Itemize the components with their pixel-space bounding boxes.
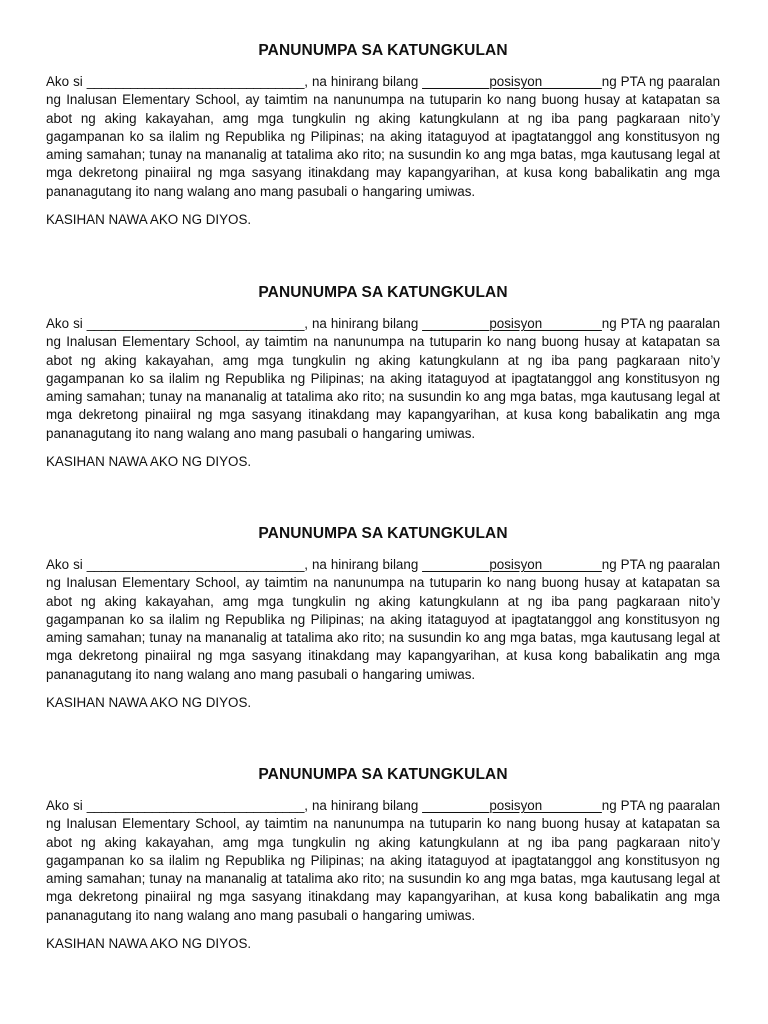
oath-body [46,73,720,201]
oath-intro: Ako si [46,316,83,331]
oath-body [46,556,720,684]
oath-block-2 [46,282,720,471]
oath-title: PANUNUMPA SA KATUNGKULAN [258,284,508,301]
oath-block-4 [46,764,720,953]
oath-title: PANUNUMPA SA KATUNGKULAN [258,525,508,542]
oath-body [46,797,720,925]
oath-closing: KASIHAN NAWA AKO NG DIYOS. [46,212,252,228]
name-blank: ______________________________ [86,316,305,331]
oath-body-text: ng PTA ng paaralan ng Inalusan Elementary School, ay taimtim na nanunumpa na tutuparin ko nang buong husay at katapatan sa abot ng aking kakayahan, amg mga tungkulin ng aking katungkulann at ng iba pang pagkaraan nito’y gagampanan ko sa ilalim ng Republika ng Pilipinas; na aking itataguyod at ipagtatanggol ang konstitusyon ng aming samahan; tunay na mananalig at tatalima ako rito; na susundin ko ang mga batas, mga kautusang legal at mga dekretong pinaiiral ng mga sasyang itinakdang may kapangyarihan, at kusa kong babalikatin ang mga pananagutang ito nang walang ano mang pasubali o hangaring umiwas. [46,798,721,923]
position-blank: _________posisyon________ [422,557,602,572]
oath-mid-text: , na hinirang bilang [304,798,419,813]
name-blank: ______________________________ [86,798,305,813]
oath-intro: Ako si [46,798,83,813]
oath-title: PANUNUMPA SA KATUNGKULAN [258,766,508,783]
oath-body [46,315,720,443]
name-blank: ______________________________ [86,74,305,89]
oath-body-text: ng PTA ng paaralan ng Inalusan Elementary School, ay taimtim na nanunumpa na tutuparin ko nang buong husay at katapatan sa abot ng aking kakayahan, amg mga tungkulin ng aking katungkulann at ng iba pang pagkaraan nito’y gagampanan ko sa ilalim ng Republika ng Pilipinas; na aking itataguyod at ipagtatanggol ang konstitusyon ng aming samahan; tunay na mananalig at tatalima ako rito; na susundin ko ang mga batas, mga kautusang legal at mga dekretong pinaiiral ng mga sasyang itinakdang may kapangyarihan, at kusa kong babalikatin ang mga pananagutang ito nang walang ano mang pasubali o hangaring umiwas. [46,316,721,441]
oath-block-3 [46,523,720,712]
position-blank: _________posisyon________ [422,798,602,813]
oath-title: PANUNUMPA SA KATUNGKULAN [258,42,508,59]
oath-mid-text: , na hinirang bilang [304,74,419,89]
oath-intro: Ako si [46,557,83,572]
position-blank: _________posisyon________ [422,316,602,331]
oath-body-text: ng PTA ng paaralan ng Inalusan Elementary School, ay taimtim na nanunumpa na tutuparin ko nang buong husay at katapatan sa abot ng aking kakayahan, amg mga tungkulin ng aking katungkulann at ng iba pang pagkaraan nito’y gagampanan ko sa ilalim ng Republika ng Pilipinas; na aking itataguyod at ipagtatanggol ang konstitusyon ng aming samahan; tunay na mananalig at tatalima ako rito; na susundin ko ang mga batas, mga kautusang legal at mga dekretong pinaiiral ng mga sasyang itinakdang may kapangyarihan, at kusa kong babalikatin ang mga pananagutang ito nang walang ano mang pasubali o hangaring umiwas. [46,557,721,682]
oath-mid-text: , na hinirang bilang [304,557,419,572]
oath-body-text: ng PTA ng paaralan ng Inalusan Elementary School, ay taimtim na nanunumpa na tutuparin ko nang buong husay at katapatan sa abot ng aking kakayahan, amg mga tungkulin ng aking katungkulann at ng iba pang pagkaraan nito’y gagampanan ko sa ilalim ng Republika ng Pilipinas; na aking itataguyod at ipagtatanggol ang konstitusyon ng aming samahan; tunay na mananalig at tatalima ako rito; na susundin ko ang mga batas, mga kautusang legal at mga dekretong pinaiiral ng mga sasyang itinakdang may kapangyarihan, at kusa kong babalikatin ang mga pananagutang ito nang walang ano mang pasubali o hangaring umiwas. [46,74,721,199]
oath-intro: Ako si [46,74,83,89]
oath-block-1 [46,40,720,229]
oath-closing: KASIHAN NAWA AKO NG DIYOS. [46,936,252,952]
name-blank: ______________________________ [86,557,305,572]
position-blank: _________posisyon________ [422,74,602,89]
oath-closing: KASIHAN NAWA AKO NG DIYOS. [46,454,252,470]
oath-mid-text: , na hinirang bilang [304,316,419,331]
oath-closing: KASIHAN NAWA AKO NG DIYOS. [46,695,252,711]
